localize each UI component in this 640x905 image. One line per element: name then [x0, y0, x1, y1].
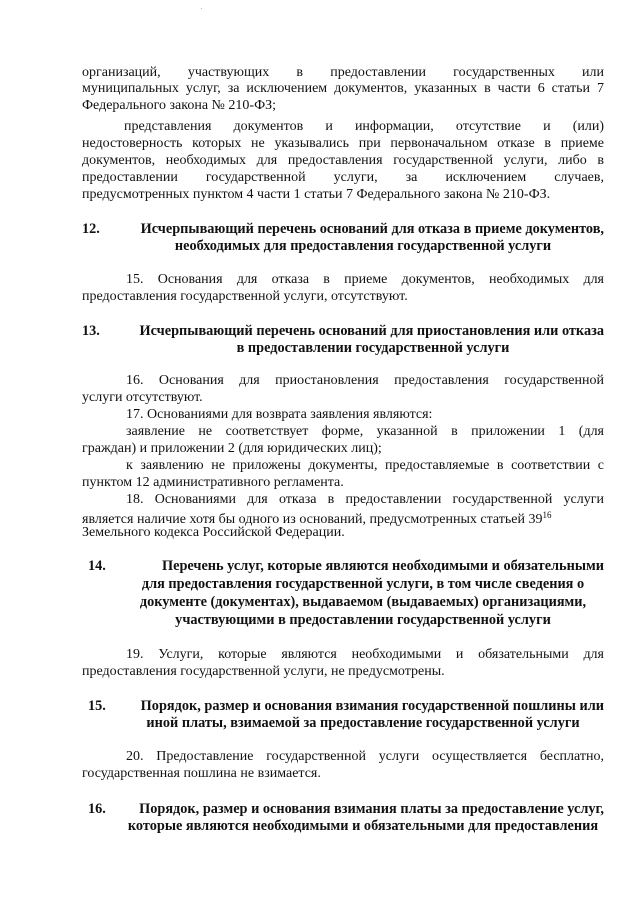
section-number: 14.	[88, 558, 106, 574]
text-line: 18. Основаниями для отказа в предоставлении государственной услуги	[126, 492, 604, 507]
text-line: к заявлению не приложены документы, предоставляемые в соответствии с	[126, 458, 604, 473]
section-heading: необходимых для предоставления государственной услуги	[174, 238, 552, 254]
section-heading: Порядок, размер и основания взимания платы за предоставление услуг,	[139, 801, 604, 817]
superscript: 16	[542, 510, 552, 520]
section-number: 16.	[88, 801, 106, 817]
text-line: организаций, участвующих в предоставлении государственных или	[82, 65, 604, 80]
section-heading: Исчерпывающий перечень оснований для приостановления или отказа	[139, 323, 604, 339]
section-heading: Порядок, размер и основания взимания государственной пошлины или	[140, 698, 604, 714]
text-line: 16. Основания для приостановления предоставления государственной	[126, 373, 604, 388]
text-line: пунктом 12 административного регламента.	[82, 475, 344, 490]
section-number: 15.	[88, 698, 106, 714]
text-line: предоставления государственной услуги, не предусмотрены.	[82, 664, 445, 679]
text-line: граждан) и приложении 2 (для юридических лиц);	[82, 441, 382, 456]
section-number: 13.	[82, 323, 100, 339]
text-line: 17. Основаниями для возврата заявления являются:	[126, 407, 433, 422]
section-heading: участвующими в предоставлении государственной услуги	[175, 612, 551, 628]
text-line: предоставления государственной услуги, отсутствуют.	[82, 289, 408, 304]
section-heading: Исчерпывающий перечень оснований для отказа в приеме документов,	[140, 221, 604, 237]
text-line: муниципальных услуг, за исключением документов, указанных в части 6 статьи 7	[82, 81, 604, 96]
section-heading: в предоставлении государственной услуги	[236, 340, 510, 356]
text-line: 19. Услуги, которые являются необходимыми и обязательными для	[126, 647, 604, 662]
text-line: предоставлении государственной услуги, за исключением случаев,	[82, 170, 604, 185]
section-heading: иной платы, взимаемой за предоставление государственной услуги	[146, 715, 580, 731]
text-line: государственная пошлина не взимается.	[82, 766, 321, 781]
section-heading: документе (документах), выдаваемом (выдаваемых) организациями,	[139, 594, 587, 610]
section-heading: для предоставления государственной услуги, в том числе сведения о	[141, 576, 585, 592]
text-line: Федерального закона № 210-ФЗ;	[82, 98, 277, 113]
text-line: заявление не соответствует форме, указанной в приложении 1 (для	[126, 424, 604, 439]
text-line: Земельного кодекса Российской Федерации.	[82, 525, 345, 540]
text-line: представления документов и информации, отсутствие и (или)	[124, 119, 604, 134]
scan-speck	[201, 8, 202, 9]
section-heading: Перечень услуг, которые являются необходимыми и обязательными	[161, 558, 604, 574]
text-line: предусмотренных пунктом 4 части 1 статьи 7 Федерального закона № 210-ФЗ.	[82, 187, 551, 202]
text-fragment: является наличие хотя бы одного из оснований, предусмотренных статьей 39	[82, 512, 543, 527]
text-line: 15. Основания для отказа в приеме документов, необходимых для	[126, 272, 604, 287]
text-line: услуги отсутствуют.	[82, 390, 203, 405]
text-line: недостоверность которых не указывались при первоначальном отказе в приеме	[82, 136, 604, 151]
text-line: 20. Предоставление государственной услуги осуществляется бесплатно,	[126, 749, 604, 764]
text-line: документов, необходимых для предоставления государственной услуги, либо в	[82, 153, 604, 168]
section-heading: которые являются необходимыми и обязательными для предоставления	[127, 818, 599, 834]
section-number: 12.	[82, 221, 100, 237]
